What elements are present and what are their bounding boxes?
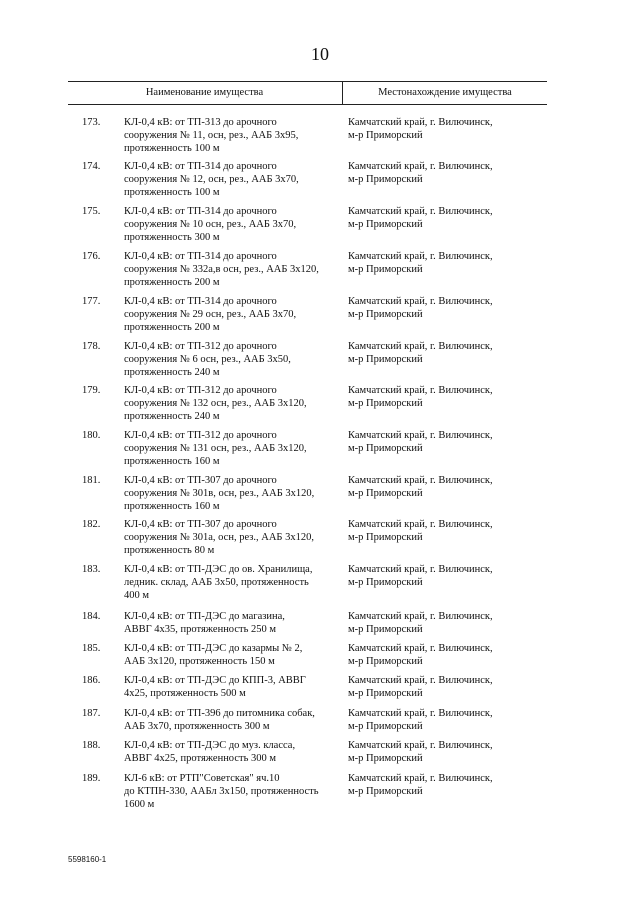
row-description: КЛ-0,4 кВ: от ТП-314 до арочного сооружения № 332а,в осн, рез., ААБ 3х120, протяженность 200 м	[124, 251, 319, 289]
row-number: 182.	[82, 519, 101, 530]
row-description: КЛ-0,4 кВ: от ТП-313 до арочного сооружения № 11, осн, рез., ААБ 3х95, протяженность 100 м	[124, 117, 299, 155]
row-number: 175.	[82, 206, 101, 217]
row-location: Камчатский край, г. Вилючинск, м-р Приморский	[348, 773, 493, 798]
row-description: КЛ-0,4 кВ: от ТП-ДЭС до ов. Хранилища, ледник. склад, ААБ 3х50, протяженность 400 м	[124, 564, 313, 602]
row-description: КЛ-0,4 кВ: от ТП-314 до арочного сооружения № 10 осн, рез., ААБ 3х70, протяженность 300 м	[124, 206, 297, 244]
row-description: КЛ-0,4 кВ: от ТП-312 до арочного сооружения № 131 осн, рез., ААБ 3х120, протяженность 160 м	[124, 430, 307, 468]
row-number: 177.	[82, 296, 101, 307]
row-location: Камчатский край, г. Вилючинск, м-р Приморский	[348, 385, 493, 410]
header-location: Местонахождение имущества	[378, 87, 512, 98]
row-description: КЛ-0,4 кВ: от ТП-307 до арочного сооружения № 301а, осн, рез., ААБ 3х120, протяженность 80 м	[124, 519, 314, 557]
row-description: КЛ-0,4 кВ: от ТП-ДЭС до муз. класса, АВВГ 4х25, протяженность 300 м	[124, 740, 296, 765]
row-location: Камчатский край, г. Вилючинск, м-р Приморский	[348, 117, 493, 142]
row-number: 180.	[82, 430, 101, 441]
row-location: Камчатский край, г. Вилючинск, м-р Приморский	[348, 296, 493, 321]
row-location: Камчатский край, г. Вилючинск, м-р Приморский	[348, 708, 493, 733]
row-number: 186.	[82, 675, 101, 686]
row-location: Камчатский край, г. Вилючинск, м-р Приморский	[348, 251, 493, 276]
row-location: Камчатский край, г. Вилючинск, м-р Приморский	[348, 206, 493, 231]
row-number: 176.	[82, 251, 101, 262]
header-name: Наименование имущества	[145, 87, 264, 98]
row-description: КЛ-0,4 кВ: от ТП-ДЭС до КПП-3, АВВГ 4х25, протяженность 500 м	[124, 675, 306, 700]
row-description: КЛ-0,4 кВ: от ТП-ДЭС до казармы № 2, ААБ 3х120, протяженность 150 м	[124, 643, 303, 668]
row-location: Камчатский край, г. Вилючинск, м-р Приморский	[348, 611, 493, 636]
row-location: Камчатский край, г. Вилючинск, м-р Приморский	[348, 675, 493, 700]
row-number: 187.	[82, 708, 101, 719]
row-number: 174.	[82, 161, 101, 172]
row-location: Камчатский край, г. Вилючинск, м-р Приморский	[348, 519, 493, 544]
row-number: 185.	[82, 643, 101, 654]
row-description: КЛ-0,4 кВ: от ТП-312 до арочного сооружения № 6 осн, рез., ААБ 3х50, протяженность 240 м	[124, 341, 291, 379]
row-location: Камчатский край, г. Вилючинск, м-р Приморский	[348, 740, 493, 765]
row-location: Камчатский край, г. Вилючинск, м-р Приморский	[348, 475, 493, 500]
document-code: 5598160-1	[68, 855, 107, 864]
table-header	[68, 81, 547, 105]
page-number: 10	[311, 44, 329, 64]
row-description: КЛ-0,4 кВ: от ТП-ДЭС до магазина, АВВГ 4х35, протяженность 250 м	[124, 611, 285, 636]
row-number: 179.	[82, 385, 101, 396]
row-number: 189.	[82, 773, 101, 784]
row-number: 188.	[82, 740, 101, 751]
row-description: КЛ-0,4 кВ: от ТП-312 до арочного сооружения № 132 осн, рез., ААБ 3х120, протяженность 240 м	[124, 385, 307, 423]
row-number: 173.	[82, 117, 101, 128]
row-number: 183.	[82, 564, 101, 575]
row-location: Камчатский край, г. Вилючинск, м-р Приморский	[348, 161, 493, 186]
row-location: Камчатский край, г. Вилючинск, м-р Приморский	[348, 564, 493, 589]
row-number: 181.	[82, 475, 101, 486]
row-description: КЛ-6 кВ: от РТП"Советская" яч.10 до КТПН-330, ААБл 3х150, протяженность 1600 м	[124, 773, 319, 811]
row-description: КЛ-0,4 кВ: от ТП-314 до арочного сооружения № 29 осн, рез., ААБ 3х70, протяженность 200 м	[124, 296, 297, 334]
row-number: 184.	[82, 611, 101, 622]
row-location: Камчатский край, г. Вилючинск, м-р Приморский	[348, 643, 493, 668]
row-description: КЛ-0,4 кВ: от ТП-314 до арочного сооружения № 12, осн, рез., ААБ 3х70, протяженность 100 м	[124, 161, 299, 199]
row-description: КЛ-0,4 кВ: от ТП-307 до арочного сооружения № 301в, осн, рез., ААБ 3х120, протяженность 160 м	[124, 475, 315, 513]
row-number: 178.	[82, 341, 101, 352]
row-location: Камчатский край, г. Вилючинск, м-р Приморский	[348, 430, 493, 455]
row-location: Камчатский край, г. Вилючинск, м-р Приморский	[348, 341, 493, 366]
row-description: КЛ-0,4 кВ: от ТП-396 до питомника собак, ААБ 3х70, протяженность 300 м	[124, 708, 315, 733]
